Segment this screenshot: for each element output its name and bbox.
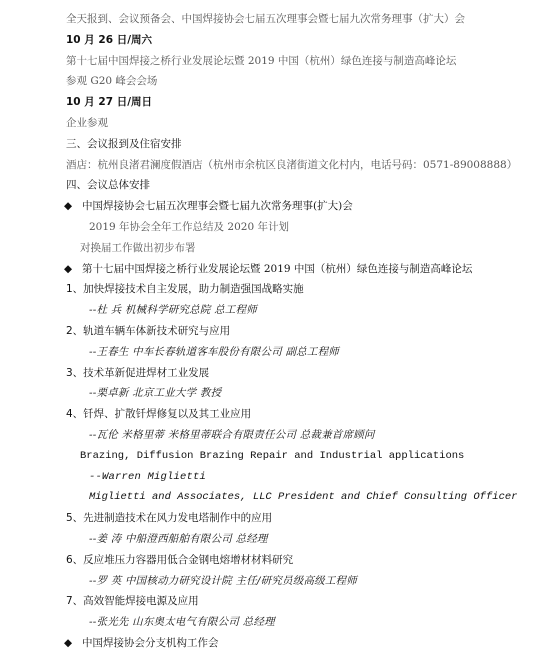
text-line: --瓦伦 米格里蒂 米格里蒂联合有限责任公司 总裁兼首席顾问 bbox=[89, 428, 375, 441]
text-line: 4、钎焊、扩散钎焊修复以及其工业应用 bbox=[66, 408, 252, 421]
text-line: 10 月 27 日/周日 bbox=[66, 96, 153, 109]
text-line: --栗卓新 北京工业大学 教授 bbox=[89, 387, 222, 400]
text-line: --张光先 山东奥太电气有限公司 总经理 bbox=[89, 616, 275, 629]
text-line bbox=[64, 259, 540, 280]
text-line: 酒店：杭州良渚君澜度假酒店（杭州市余杭区良渚街道文化村内，电话号码：0571-89008888） bbox=[66, 158, 518, 171]
text-line: --姜 涛 中船澄西船舶有限公司 总经理 bbox=[89, 532, 268, 545]
text-line: 参观 G20 峰会会场 bbox=[66, 75, 158, 88]
diamond-bullet-icon: ◆ bbox=[64, 636, 73, 649]
bullet-text: 中国焊接协会七届五次理事会暨七届九次常务理事(扩大)会 bbox=[82, 200, 353, 213]
text-line: 6、反应堆压力容器用低合金钢电熔增材材料研究 bbox=[66, 553, 294, 566]
text-line: 7、高效智能焊接电源及应用 bbox=[66, 595, 199, 608]
text-line bbox=[64, 633, 540, 654]
text-line bbox=[64, 196, 540, 217]
text-line: --Warren Miglietti bbox=[89, 470, 207, 483]
diamond-bullet-icon: ◆ bbox=[64, 262, 73, 275]
text-line: --杜 兵 机械科学研究总院 总工程师 bbox=[89, 304, 257, 317]
diamond-bullet-icon: ◆ bbox=[64, 200, 73, 213]
text-line: 全天报到、会议预备会、中国焊接协会七届五次理事会暨七届九次常务理事（扩大）会 bbox=[66, 13, 465, 25]
bullet-text: 第十七届中国焊接之桥行业发展论坛暨 2019 中国（杭州）绿色连接与制造高峰论坛 bbox=[82, 262, 473, 275]
text-line: --王春生 中车长春轨道客车股份有限公司 副总工程师 bbox=[89, 345, 339, 358]
text-line: 2、轨道车辆车体新技术研究与应用 bbox=[66, 324, 231, 337]
text-line: 1、加快焊接技术自主发展，助力制造强国战略实施 bbox=[66, 283, 304, 296]
text-line: 四、会议总体安排 bbox=[66, 179, 150, 192]
text-line: 10 月 26 日/周六 bbox=[66, 33, 153, 46]
text-line: Brazing, Diffusion Brazing Repair and Industrial applications bbox=[80, 449, 465, 462]
text-line: 2019 年协会全年工作总结及 2020 年计划 bbox=[89, 220, 289, 233]
text-line: Miglietti and Associates, LLC President and Chief Consulting Officer bbox=[89, 491, 518, 504]
text-line: 3、技术革新促进焊材工业发展 bbox=[66, 366, 210, 379]
text-line: 第十七届中国焊接之桥行业发展论坛暨 2019 中国（杭州）绿色连接与制造高峰论坛 bbox=[66, 54, 457, 67]
text-line: 5、先进制造技术在风力发电塔制作中的应用 bbox=[66, 512, 273, 525]
text-line: 企业参观 bbox=[66, 116, 108, 129]
text-line: 对换届工作做出初步布署 bbox=[80, 241, 196, 254]
bullet-text: 中国焊接协会分支机构工作会 bbox=[82, 636, 219, 649]
text-line: --罗 英 中国核动力研究设计院 主任/研究员级高级工程师 bbox=[89, 574, 357, 587]
text-line: 三、会议报到及住宿安排 bbox=[66, 137, 182, 150]
